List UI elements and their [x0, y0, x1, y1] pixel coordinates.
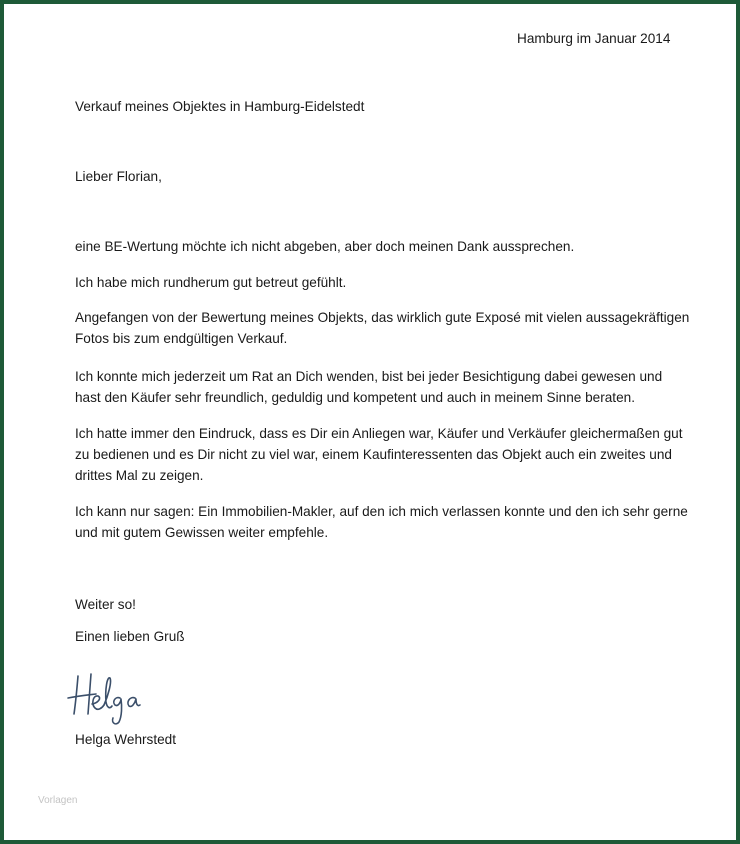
paragraph-impression — [75, 423, 705, 486]
paragraph-advice — [75, 366, 705, 408]
paragraph-line: und mit gutem Gewissen weiter empfehle. — [75, 525, 329, 540]
paragraph-line: Angefangen von der Bewertung meines Objekts, das wirklich gute Exposé mit vielen aussagekräftigen — [75, 310, 690, 325]
place-date: Hamburg im Januar 2014 — [517, 31, 671, 46]
paragraph-thanks — [75, 236, 705, 257]
closing-line-2: Einen lieben Gruß — [75, 629, 185, 644]
paragraph-line: eine BE-Wertung möchte ich nicht abgeben, aber doch meinen Dank aussprechen. — [75, 239, 575, 254]
paragraph-line: Ich hatte immer den Eindruck, dass es Dir ein Anliegen war, Käufer und Verkäufer gleichermaßen gut — [75, 426, 683, 441]
paragraph-recommendation — [75, 501, 705, 543]
paragraph-line: zu bedienen und es Dir nicht zu viel war, einem Kaufinteressenten das Objekt auch ein zweites und — [75, 447, 672, 462]
paragraph-line: drittes Mal zu zeigen. — [75, 468, 204, 483]
closing-line-1: Weiter so! — [75, 597, 136, 612]
paragraph-line: Fotos bis zum endgültigen Verkauf. — [75, 331, 288, 346]
paragraph-support — [75, 272, 705, 293]
paragraph-line: Ich kann nur sagen: Ein Immobilien-Makler, auf den ich mich verlassen konnte und den ich sehr gerne — [75, 504, 688, 519]
salutation: Lieber Florian, — [75, 169, 162, 184]
paragraph-line: Ich konnte mich jederzeit um Rat an Dich wenden, bist bei jeder Besichtigung dabei gewesen und — [75, 369, 663, 384]
watermark-text: Vorlagen — [38, 795, 78, 806]
letter-subject: Verkauf meines Objektes in Hamburg-Eidelstedt — [75, 99, 365, 114]
paragraph-line: Ich habe mich rundherum gut betreut gefühlt. — [75, 275, 347, 290]
paragraph-valuation — [75, 307, 705, 349]
sender-name: Helga Wehrstedt — [75, 732, 176, 747]
handwritten-signature — [64, 668, 174, 726]
paragraph-line: hast den Käufer sehr freundlich, geduldig und kompetent und auch in meinem Sinne beraten. — [75, 390, 635, 405]
